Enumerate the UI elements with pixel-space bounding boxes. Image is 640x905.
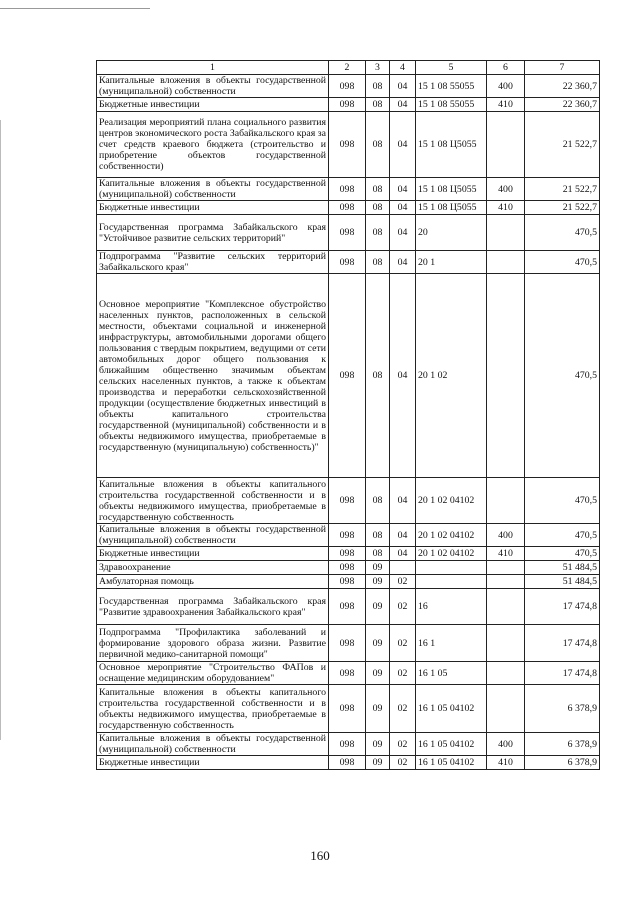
row-name-cell: Бюджетные инвестиции bbox=[97, 98, 329, 112]
subsection-code-cell: 04 bbox=[390, 478, 416, 524]
subsection-code-cell: 04 bbox=[390, 274, 416, 478]
section-code-cell: 08 bbox=[366, 251, 390, 274]
ministry-code-cell: 098 bbox=[329, 251, 366, 274]
section-code-cell: 09 bbox=[366, 575, 390, 589]
amount-cell: 17 474,8 bbox=[525, 625, 600, 662]
subsection-code-cell: 02 bbox=[390, 662, 416, 685]
ministry-code-cell: 098 bbox=[329, 75, 366, 98]
expense-type-cell: 410 bbox=[487, 98, 525, 112]
row-name-cell: Основное мероприятие "Комплексное обустройство населенных пунктов, расположенных в сельской местности, объектами социальной и инженерной инфраструктуры, автомобильными дорогами общего пользования с твердым покрытием, ведущими от сети автомобильных дорог общего пользования к ближайшим общественно значимым объектам сельских населенных пунктов, а также к объектам производства и переработки сельскохозяйственной продукции (осуществление бюджетных инвестиций в объекты капитального строительства государственной (муниципальной) собственности и в объекты недвижимого имущества, приобретаемые в государственную (муниципальную) собственность)" bbox=[97, 274, 329, 478]
section-code-cell: 09 bbox=[366, 561, 390, 575]
table-row bbox=[97, 524, 600, 547]
row-name-cell: Бюджетные инвестиции bbox=[97, 201, 329, 215]
amount-cell: 6 378,9 bbox=[525, 685, 600, 733]
ministry-code-cell: 098 bbox=[329, 561, 366, 575]
row-name-cell: Подпрограмма "Развитие сельских территорий Забайкальского края" bbox=[97, 251, 329, 274]
table-row bbox=[97, 575, 600, 589]
table-row bbox=[97, 733, 600, 756]
table-row bbox=[97, 589, 600, 625]
section-code-cell: 08 bbox=[366, 274, 390, 478]
ministry-code-cell: 098 bbox=[329, 478, 366, 524]
amount-cell: 17 474,8 bbox=[525, 662, 600, 685]
target-article-cell: 15 1 08 Ц5055 bbox=[416, 112, 487, 178]
expense-type-cell bbox=[487, 685, 525, 733]
target-article-cell: 20 1 02 04102 bbox=[416, 478, 487, 524]
ministry-code-cell: 098 bbox=[329, 201, 366, 215]
subsection-code-cell: 04 bbox=[390, 547, 416, 561]
amount-cell: 6 378,9 bbox=[525, 756, 600, 770]
subsection-code-cell: 04 bbox=[390, 178, 416, 201]
table-header-row bbox=[97, 61, 600, 75]
row-name-cell: Здравоохранение bbox=[97, 561, 329, 575]
ministry-code-cell: 098 bbox=[329, 524, 366, 547]
section-code-cell: 08 bbox=[366, 98, 390, 112]
ministry-code-cell: 098 bbox=[329, 112, 366, 178]
subsection-code-cell: 02 bbox=[390, 575, 416, 589]
amount-cell: 51 484,5 bbox=[525, 575, 600, 589]
section-code-cell: 08 bbox=[366, 478, 390, 524]
row-name-cell: Бюджетные инвестиции bbox=[97, 547, 329, 561]
amount-cell: 470,5 bbox=[525, 251, 600, 274]
subsection-code-cell: 04 bbox=[390, 112, 416, 178]
table-row bbox=[97, 178, 600, 201]
row-name-cell: Бюджетные инвестиции bbox=[97, 756, 329, 770]
budget-table bbox=[96, 60, 600, 770]
target-article-cell: 16 1 05 04102 bbox=[416, 685, 487, 733]
table-row bbox=[97, 756, 600, 770]
ministry-code-cell: 098 bbox=[329, 589, 366, 625]
table-row bbox=[97, 274, 600, 478]
amount-cell: 470,5 bbox=[525, 215, 600, 251]
column-header: 4 bbox=[390, 61, 416, 75]
table-row bbox=[97, 215, 600, 251]
amount-cell: 22 360,7 bbox=[525, 75, 600, 98]
expense-type-cell bbox=[487, 662, 525, 685]
section-code-cell: 09 bbox=[366, 589, 390, 625]
ministry-code-cell: 098 bbox=[329, 274, 366, 478]
target-article-cell: 15 1 08 55055 bbox=[416, 75, 487, 98]
ministry-code-cell: 098 bbox=[329, 178, 366, 201]
section-code-cell: 09 bbox=[366, 733, 390, 756]
subsection-code-cell: 04 bbox=[390, 75, 416, 98]
target-article-cell bbox=[416, 575, 487, 589]
row-name-cell: Капитальные вложения в объекты капитального строительства государственной собственности и в объекты недвижимого имущества, приобретаемые в государственную собственность bbox=[97, 685, 329, 733]
row-name-cell: Капитальные вложения в объекты государственной (муниципальной) собственности bbox=[97, 733, 329, 756]
column-header: 5 bbox=[416, 61, 487, 75]
table-row bbox=[97, 547, 600, 561]
subsection-code-cell bbox=[390, 561, 416, 575]
target-article-cell: 16 1 05 bbox=[416, 662, 487, 685]
subsection-code-cell: 04 bbox=[390, 201, 416, 215]
ministry-code-cell: 098 bbox=[329, 733, 366, 756]
ministry-code-cell: 098 bbox=[329, 625, 366, 662]
expense-type-cell bbox=[487, 215, 525, 251]
table-row bbox=[97, 75, 600, 98]
amount-cell: 470,5 bbox=[525, 274, 600, 478]
row-name-cell: Капитальные вложения в объекты государственной (муниципальной) собственности bbox=[97, 75, 329, 98]
ministry-code-cell: 098 bbox=[329, 662, 366, 685]
target-article-cell: 20 1 02 bbox=[416, 274, 487, 478]
target-article-cell: 16 1 bbox=[416, 625, 487, 662]
target-article-cell: 15 1 08 55055 bbox=[416, 98, 487, 112]
column-header: 1 bbox=[97, 61, 329, 75]
amount-cell: 6 378,9 bbox=[525, 733, 600, 756]
section-code-cell: 09 bbox=[366, 625, 390, 662]
subsection-code-cell: 04 bbox=[390, 251, 416, 274]
column-header: 7 bbox=[525, 61, 600, 75]
subsection-code-cell: 02 bbox=[390, 733, 416, 756]
expense-type-cell bbox=[487, 274, 525, 478]
section-code-cell: 08 bbox=[366, 524, 390, 547]
table-row bbox=[97, 625, 600, 662]
section-code-cell: 08 bbox=[366, 215, 390, 251]
expense-type-cell bbox=[487, 561, 525, 575]
column-header: 3 bbox=[366, 61, 390, 75]
expense-type-cell: 410 bbox=[487, 547, 525, 561]
amount-cell: 21 522,7 bbox=[525, 112, 600, 178]
amount-cell: 470,5 bbox=[525, 478, 600, 524]
target-article-cell: 16 bbox=[416, 589, 487, 625]
target-article-cell: 15 1 08 Ц5055 bbox=[416, 178, 487, 201]
ministry-code-cell: 098 bbox=[329, 98, 366, 112]
row-name-cell: Государственная программа Забайкальского края "Устойчивое развитие сельских территорий" bbox=[97, 215, 329, 251]
expense-type-cell bbox=[487, 575, 525, 589]
table-row bbox=[97, 98, 600, 112]
target-article-cell bbox=[416, 561, 487, 575]
amount-cell: 21 522,7 bbox=[525, 178, 600, 201]
section-code-cell: 08 bbox=[366, 112, 390, 178]
target-article-cell: 16 1 05 04102 bbox=[416, 733, 487, 756]
column-header: 6 bbox=[487, 61, 525, 75]
expense-type-cell: 400 bbox=[487, 178, 525, 201]
scan-edge bbox=[0, 120, 1, 740]
expense-type-cell bbox=[487, 251, 525, 274]
subsection-code-cell: 04 bbox=[390, 98, 416, 112]
table-row bbox=[97, 685, 600, 733]
section-code-cell: 09 bbox=[366, 756, 390, 770]
ministry-code-cell: 098 bbox=[329, 215, 366, 251]
row-name-cell: Амбулаторная помощь bbox=[97, 575, 329, 589]
ministry-code-cell: 098 bbox=[329, 547, 366, 561]
header-rule bbox=[0, 8, 150, 9]
target-article-cell: 20 1 02 04102 bbox=[416, 547, 487, 561]
target-article-cell: 20 1 bbox=[416, 251, 487, 274]
table-row bbox=[97, 251, 600, 274]
ministry-code-cell: 098 bbox=[329, 575, 366, 589]
table-row bbox=[97, 561, 600, 575]
row-name-cell: Основное мероприятие "Строительство ФАПов и оснащение медицинским оборудованием" bbox=[97, 662, 329, 685]
expense-type-cell: 410 bbox=[487, 756, 525, 770]
expense-type-cell bbox=[487, 589, 525, 625]
table-row bbox=[97, 201, 600, 215]
expense-type-cell bbox=[487, 478, 525, 524]
section-code-cell: 08 bbox=[366, 547, 390, 561]
expense-type-cell bbox=[487, 625, 525, 662]
row-name-cell: Реализация мероприятий плана социального развития центров экономического роста Забайкальского края за счет средств краевого бюджета (строительство и приобретение объектов государственной собственности) bbox=[97, 112, 329, 178]
row-name-cell: Капитальные вложения в объекты государственной (муниципальной) собственности bbox=[97, 524, 329, 547]
row-name-cell: Капитальные вложения в объекты государственной (муниципальной) собственности bbox=[97, 178, 329, 201]
section-code-cell: 08 bbox=[366, 201, 390, 215]
subsection-code-cell: 02 bbox=[390, 756, 416, 770]
expense-type-cell: 410 bbox=[487, 201, 525, 215]
section-code-cell: 08 bbox=[366, 75, 390, 98]
ministry-code-cell: 098 bbox=[329, 685, 366, 733]
column-header: 2 bbox=[329, 61, 366, 75]
expense-type-cell: 400 bbox=[487, 733, 525, 756]
table-row bbox=[97, 112, 600, 178]
target-article-cell: 16 1 05 04102 bbox=[416, 756, 487, 770]
table-row bbox=[97, 662, 600, 685]
amount-cell: 17 474,8 bbox=[525, 589, 600, 625]
table-row bbox=[97, 478, 600, 524]
row-name-cell: Государственная программа Забайкальского края "Развитие здравоохранения Забайкальского края" bbox=[97, 589, 329, 625]
row-name-cell: Подпрограмма "Профилактика заболеваний и формирование здорового образа жизни. Развитие первичной медико-санитарной помощи" bbox=[97, 625, 329, 662]
amount-cell: 470,5 bbox=[525, 524, 600, 547]
ministry-code-cell: 098 bbox=[329, 756, 366, 770]
section-code-cell: 09 bbox=[366, 662, 390, 685]
target-article-cell: 15 1 08 Ц5055 bbox=[416, 201, 487, 215]
subsection-code-cell: 02 bbox=[390, 625, 416, 662]
page-number: 160 bbox=[310, 848, 330, 863]
expense-type-cell bbox=[487, 112, 525, 178]
target-article-cell: 20 1 02 04102 bbox=[416, 524, 487, 547]
amount-cell: 22 360,7 bbox=[525, 98, 600, 112]
subsection-code-cell: 04 bbox=[390, 215, 416, 251]
section-code-cell: 09 bbox=[366, 685, 390, 733]
expense-type-cell: 400 bbox=[487, 75, 525, 98]
amount-cell: 21 522,7 bbox=[525, 201, 600, 215]
subsection-code-cell: 02 bbox=[390, 685, 416, 733]
row-name-cell: Капитальные вложения в объекты капитального строительства государственной собственности и в объекты недвижимого имущества, приобретаемые в государственную собственность bbox=[97, 478, 329, 524]
amount-cell: 470,5 bbox=[525, 547, 600, 561]
subsection-code-cell: 02 bbox=[390, 589, 416, 625]
amount-cell: 51 484,5 bbox=[525, 561, 600, 575]
expense-type-cell: 400 bbox=[487, 524, 525, 547]
section-code-cell: 08 bbox=[366, 178, 390, 201]
target-article-cell: 20 bbox=[416, 215, 487, 251]
subsection-code-cell: 04 bbox=[390, 524, 416, 547]
